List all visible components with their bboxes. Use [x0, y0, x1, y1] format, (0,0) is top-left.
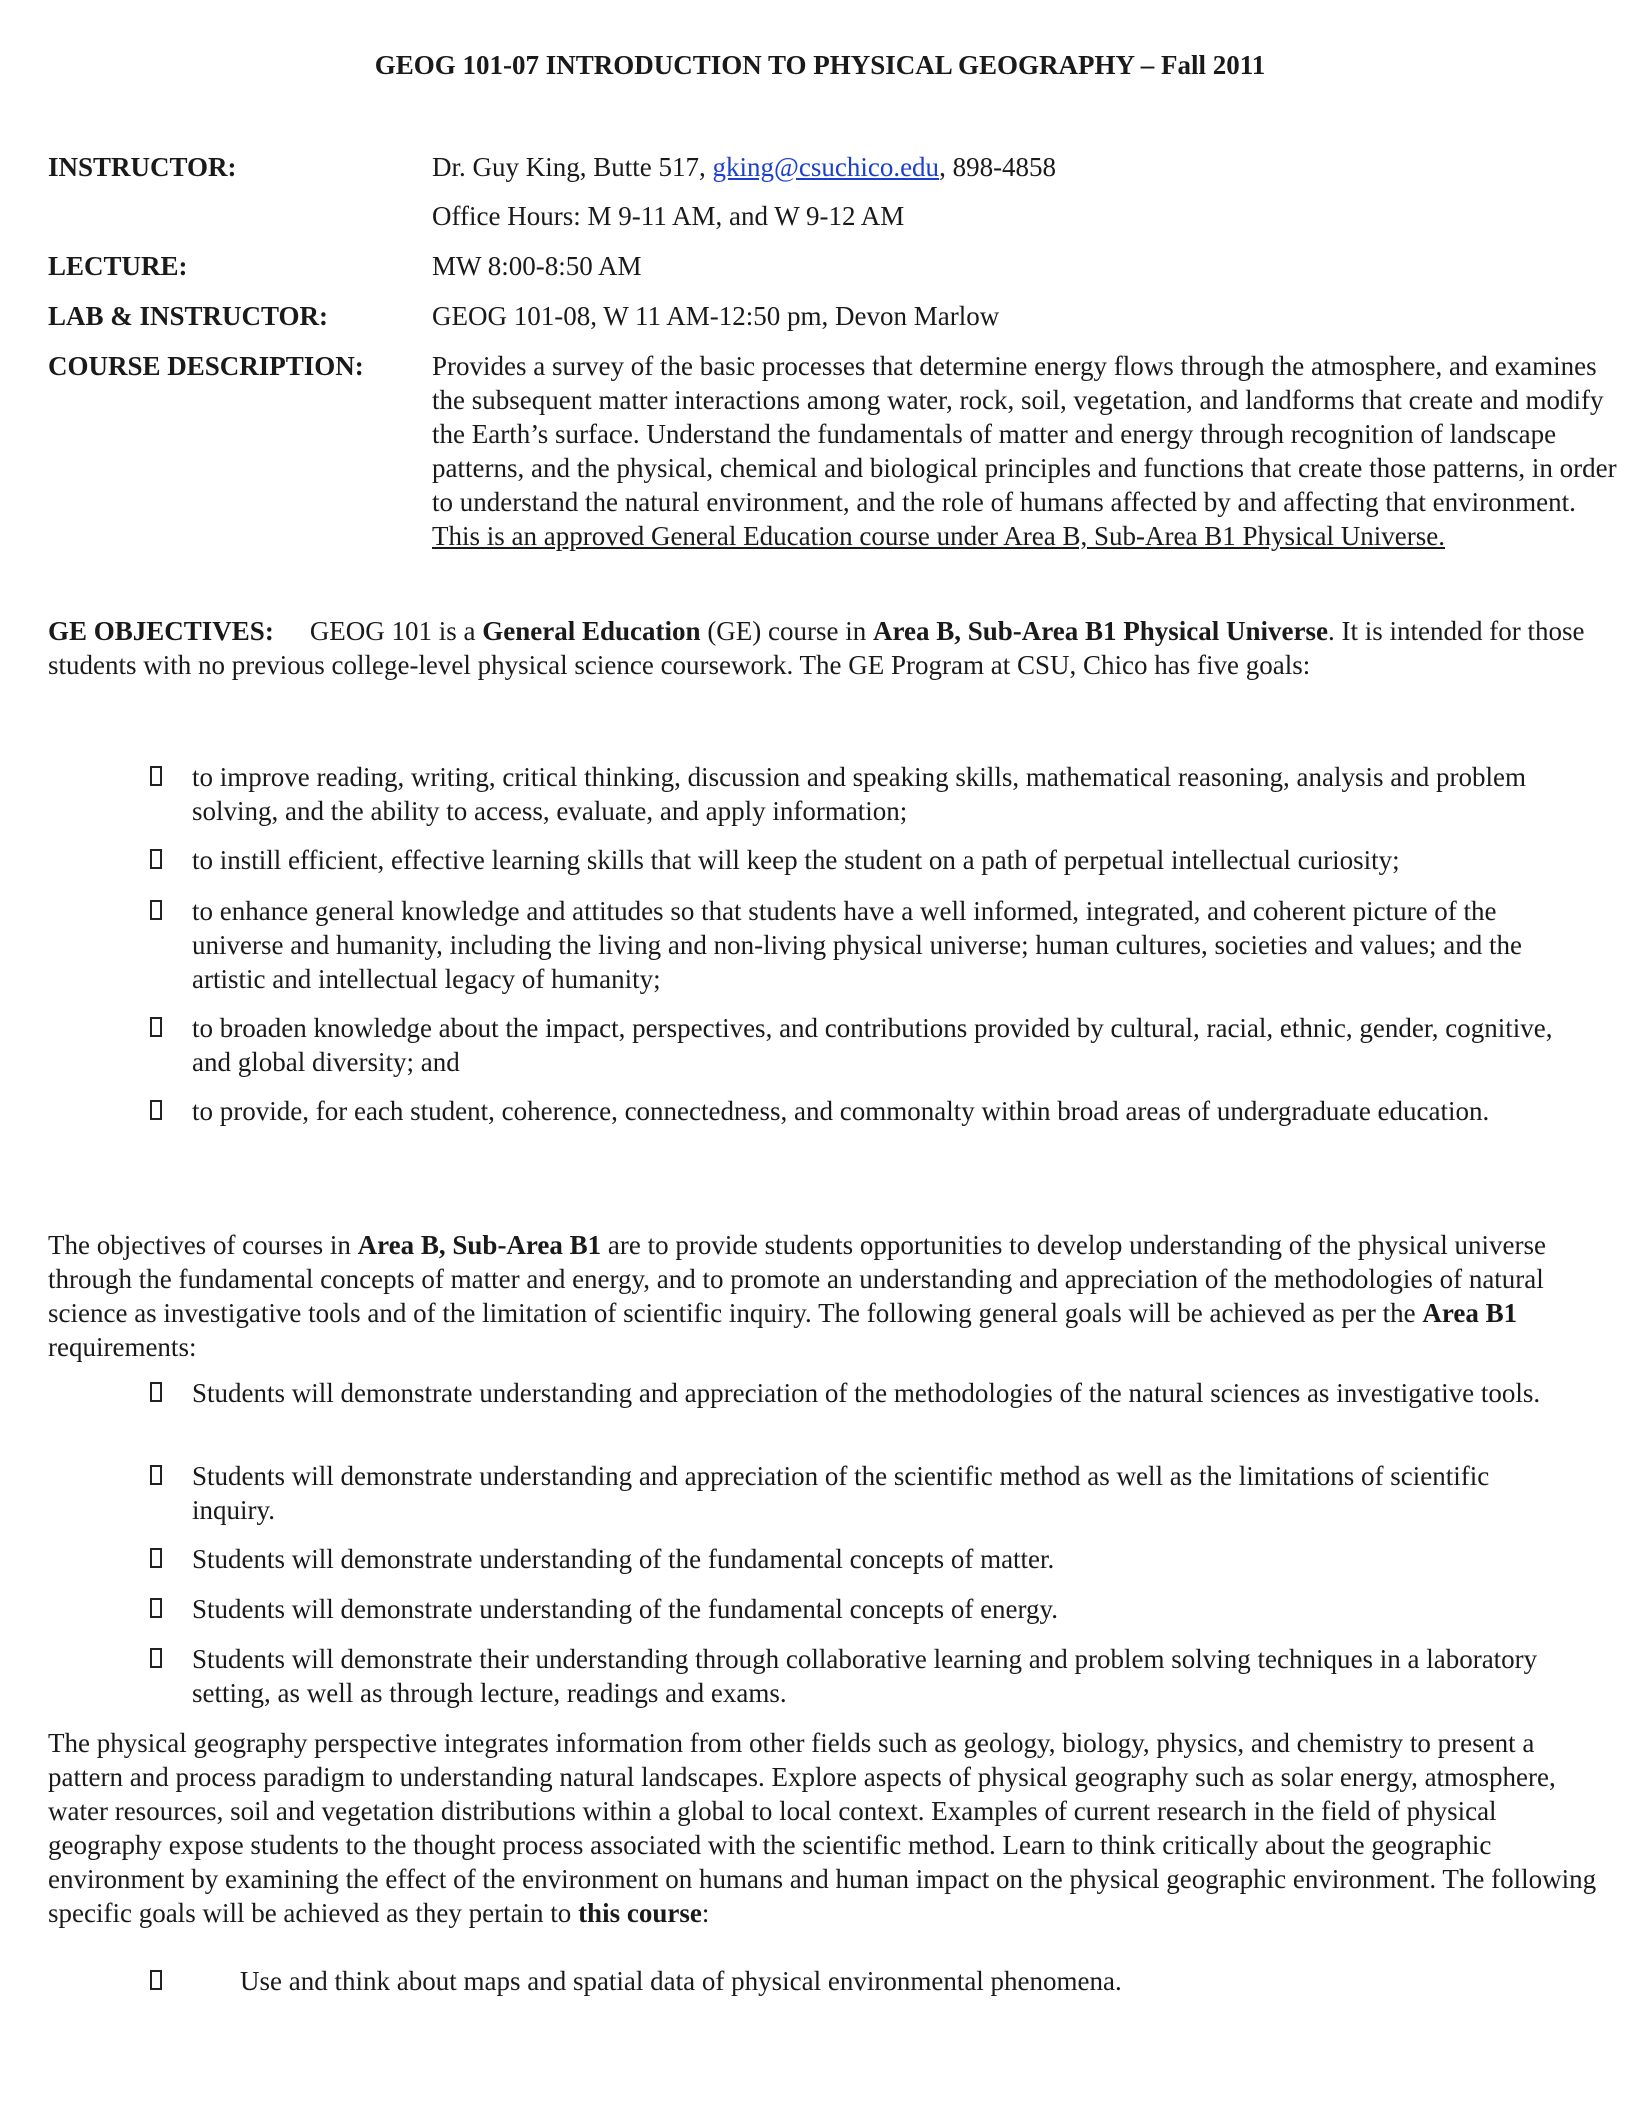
checkbox-bullet-icon: [150, 1017, 162, 1037]
instructor-phone: , 898-4858: [939, 152, 1057, 182]
area-b1-text-2: are to provide students opportunities to develop understanding of the physical universe through the fundamental concepts of matter and energy, and to promote an understanding and appreciation of the methodologies of natural science as investigative tools and of the limitation of scientific inquiry. The following general goals will be achieved as per the: [48, 1230, 1546, 1328]
instructor-row: [48, 150, 1608, 184]
area-b1-bold-1: Area B, Sub-Area B1: [357, 1230, 602, 1260]
checkbox-bullet-icon: [150, 1100, 162, 1120]
physical-perspective-text-1: The physical geography perspective integrates information from other fields such as geology, biology, physics, and chemistry to present a pattern and process paradigm to understanding natural landscapes. Explore aspects of physical geography such as solar energy, atmosphere, water resources, soil and vegetation distributions within a global to local context. Examples of current research in the field of physical geography expose students to the thought process associated with the scientific method. Learn to think critically about the geographic environment by examining the effect of the environment on humans and human impact on the physical geographic environment. The following specific goals will be achieved as they pertain to: [48, 1728, 1597, 1928]
office-hours: Office Hours: M 9-11 AM, and W 9-12 AM: [432, 201, 905, 231]
list-item: [150, 760, 1570, 828]
course-description-text: [432, 349, 1624, 553]
ge-goal-text: to provide, for each student, coherence, connectedness, and commonalty within broad areas of undergraduate education.: [192, 1096, 1490, 1126]
ge-goal-text: to improve reading, writing, critical thinking, discussion and speaking skills, mathematical reasoning, analysis and problem solving, and the ability to access, evaluate, and apply information;: [192, 762, 1526, 826]
ge-objectives-label: GE OBJECTIVES:: [48, 616, 274, 646]
course-goal-text: Use and think about maps and spatial data of physical environmental phenomena.: [240, 1966, 1122, 1996]
course-description-ge-note: This is an approved General Education course under Area B, Sub-Area B1 Physical Universe.: [432, 521, 1445, 551]
office-hours-row: [48, 199, 1608, 233]
instructor-name: Dr. Guy King, Butte 517,: [432, 152, 713, 182]
area-b1-text-3: requirements:: [48, 1332, 197, 1362]
physical-perspective-bold: this course: [578, 1898, 702, 1928]
area-b1-paragraph: [48, 1228, 1608, 1364]
list-item: [150, 894, 1570, 996]
ge-objectives-text-2: (GE) course in: [700, 616, 874, 646]
checkbox-bullet-icon: [150, 766, 162, 786]
list-item: [150, 1964, 1570, 1998]
list-item: [150, 1094, 1570, 1162]
list-item: [150, 1459, 1570, 1527]
ge-objectives-bold-1: General Education: [482, 616, 701, 646]
area-b1-text-1: The objectives of courses in: [48, 1230, 358, 1260]
list-item: [150, 1642, 1570, 1710]
checkbox-bullet-icon: [150, 1382, 162, 1402]
course-description-label: COURSE DESCRIPTION:: [48, 351, 364, 381]
checkbox-bullet-icon: [150, 1465, 162, 1485]
ge-objectives-paragraph: [48, 614, 1608, 682]
ge-objectives-bold-2: Area B, Sub-Area B1 Physical Universe: [873, 616, 1329, 646]
b1-goal-text: Students will demonstrate understanding of the fundamental concepts of matter.: [192, 1544, 1055, 1574]
lab-label: LAB & INSTRUCTOR:: [48, 301, 329, 331]
ge-objectives-text-1: GEOG 101 is a: [309, 616, 483, 646]
ge-goal-text: to enhance general knowledge and attitudes so that students have a well informed, integrated, and coherent picture of the universe and humanity, including the living and non-living physical universe; human cultures, societies and values; and the artistic and intellectual legacy of humanity;: [192, 896, 1522, 994]
lab-value: GEOG 101-08, W 11 AM-12:50 pm, Devon Marlow: [432, 301, 1000, 331]
checkbox-bullet-icon: [150, 849, 162, 869]
checkbox-bullet-icon: [150, 1548, 162, 1568]
list-item: [150, 1542, 1570, 1576]
page-title: GEOG 101-07 INTRODUCTION TO PHYSICAL GEOGRAPHY – Fall 2011: [374, 50, 1266, 80]
b1-goal-text: Students will demonstrate their understanding through collaborative learning and problem solving techniques in a laboratory setting, as well as through lecture, readings and exams.: [192, 1644, 1538, 1708]
checkbox-bullet-icon: [150, 900, 162, 920]
list-item: [150, 1376, 1570, 1444]
ge-goal-text: to instill efficient, effective learning skills that will keep the student on a path of perpetual intellectual curiosity;: [192, 845, 1400, 875]
course-description-row: [48, 349, 1617, 589]
list-item: [150, 1592, 1570, 1626]
list-item: [150, 843, 1570, 877]
checkbox-bullet-icon: [150, 1648, 162, 1668]
instructor-value: [432, 150, 1632, 184]
lab-row: [48, 299, 1608, 333]
instructor-label: INSTRUCTOR:: [48, 152, 237, 182]
lecture-label: LECTURE:: [48, 251, 188, 281]
checkbox-bullet-icon: [150, 1598, 162, 1618]
b1-goal-text: Students will demonstrate understanding and appreciation of the scientific method as well as the limitations of scientific inquiry.: [192, 1461, 1490, 1525]
lecture-value: MW 8:00-8:50 AM: [432, 251, 642, 281]
b1-goal-text: Students will demonstrate understanding of the fundamental concepts of energy.: [192, 1594, 1059, 1624]
instructor-email-link[interactable]: gking@csuchico.edu: [712, 152, 940, 182]
course-description-body: Provides a survey of the basic processes that determine energy flows through the atmosphere, and examines the subsequent matter interactions among water, rock, soil, vegetation, and landforms that create and modify the Earth’s surface. Understand the fundamentals of matter and energy through recognition of landscape patterns, and the physical, chemical and biological principles and functions that create those patterns, in order to understand the natural environment, and the role of humans affected by and affecting that environment.: [432, 351, 1617, 517]
checkbox-bullet-icon: [150, 1970, 162, 1990]
ge-objectives-text-3: . It is intended for those students with no previous college-level physical science coursework. The GE Program at CSU, Chico has five goals:: [48, 616, 1585, 680]
b1-goal-text: Students will demonstrate understanding and appreciation of the methodologies of the natural sciences as investigative tools.: [192, 1378, 1541, 1408]
physical-perspective-text-2: :: [701, 1898, 710, 1928]
list-item: [150, 1011, 1570, 1079]
physical-perspective-paragraph: [48, 1726, 1608, 1930]
area-b1-bold-2: Area B1: [1422, 1298, 1518, 1328]
lecture-row: [48, 249, 1608, 283]
ge-goal-text: to broaden knowledge about the impact, perspectives, and contributions provided by cultural, racial, ethnic, gender, cognitive, and global diversity; and: [192, 1013, 1553, 1077]
